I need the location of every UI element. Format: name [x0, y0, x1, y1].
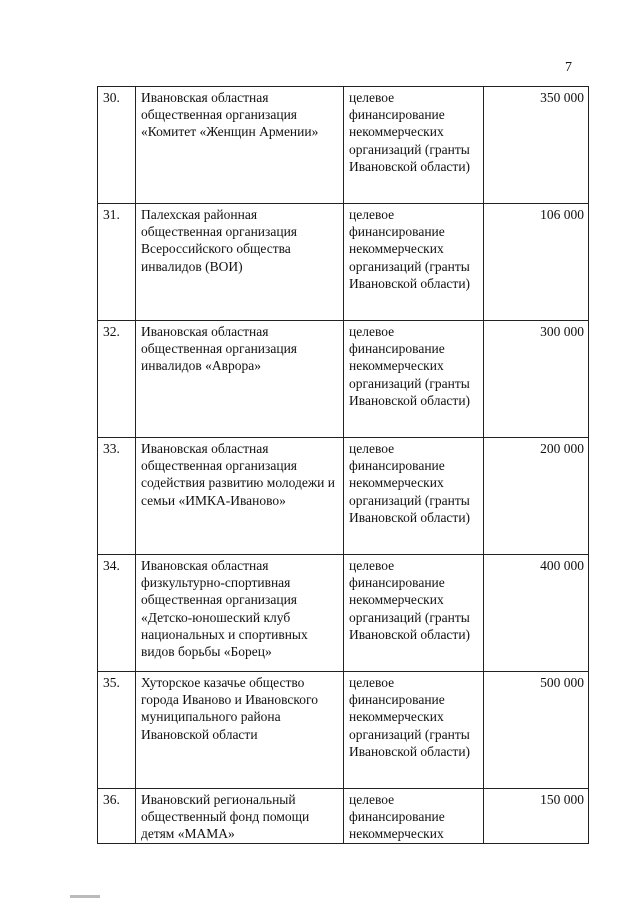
grant-amount: 300 000	[484, 321, 589, 438]
grant-amount: 400 000	[484, 555, 589, 672]
table-row	[98, 555, 589, 672]
table-row	[98, 789, 589, 844]
grants-table	[97, 86, 589, 844]
organization-name: Палехская районная общественная организация Всероссийского общества инвалидов (ВОИ)	[136, 204, 344, 321]
grant-amount: 350 000	[484, 87, 589, 204]
row-number: 36.	[98, 789, 136, 844]
table-row	[98, 672, 589, 789]
organization-name: Ивановская областная общественная организация содействия развитию молодежи и семьи «ИМКА-Иваново»	[136, 438, 344, 555]
grant-amount: 106 000	[484, 204, 589, 321]
funding-purpose: целевое финансирование некоммерческих организаций (гранты Ивановской области)	[344, 87, 484, 204]
grant-amount: 150 000	[484, 789, 589, 844]
organization-name: Ивановская областная общественная организация «Комитет «Женщин Армении»	[136, 87, 344, 204]
table-row	[98, 438, 589, 555]
table-row	[98, 204, 589, 321]
grant-amount: 500 000	[484, 672, 589, 789]
funding-purpose: целевое финансирование некоммерческих организаций (гранты Ивановской области)	[344, 555, 484, 672]
table-row	[98, 321, 589, 438]
organization-name: Хуторское казачье общество города Иваново и Ивановского муниципального района Ивановской области	[136, 672, 344, 789]
grant-amount: 200 000	[484, 438, 589, 555]
organization-name: Ивановская областная общественная организация инвалидов «Аврора»	[136, 321, 344, 438]
row-number: 30.	[98, 87, 136, 204]
funding-purpose: целевое финансирование некоммерческих организаций (гранты Ивановской области)	[344, 321, 484, 438]
funding-purpose: целевое финансирование некоммерческих организаций (гранты Ивановской области)	[344, 204, 484, 321]
funding-purpose: целевое финансирование некоммерческих организаций (гранты Ивановской области)	[344, 672, 484, 789]
page-number: 7	[565, 60, 572, 75]
row-number: 33.	[98, 438, 136, 555]
funding-purpose: целевое финансирование некоммерческих организаций (гранты Ивановской области)	[344, 438, 484, 555]
row-number: 34.	[98, 555, 136, 672]
table-row	[98, 87, 589, 204]
organization-name: Ивановский региональный общественный фонд помощи детям «МАМА»	[136, 789, 344, 844]
row-number: 32.	[98, 321, 136, 438]
row-number: 31.	[98, 204, 136, 321]
organization-name: Ивановская областная физкультурно-спортивная общественная организация «Детско-юношеский клуб национальных и спортивных видов борьбы «Борец»	[136, 555, 344, 672]
funding-purpose: целевое финансирование некоммерческих	[344, 789, 484, 844]
row-number: 35.	[98, 672, 136, 789]
footer-mark	[70, 895, 100, 898]
